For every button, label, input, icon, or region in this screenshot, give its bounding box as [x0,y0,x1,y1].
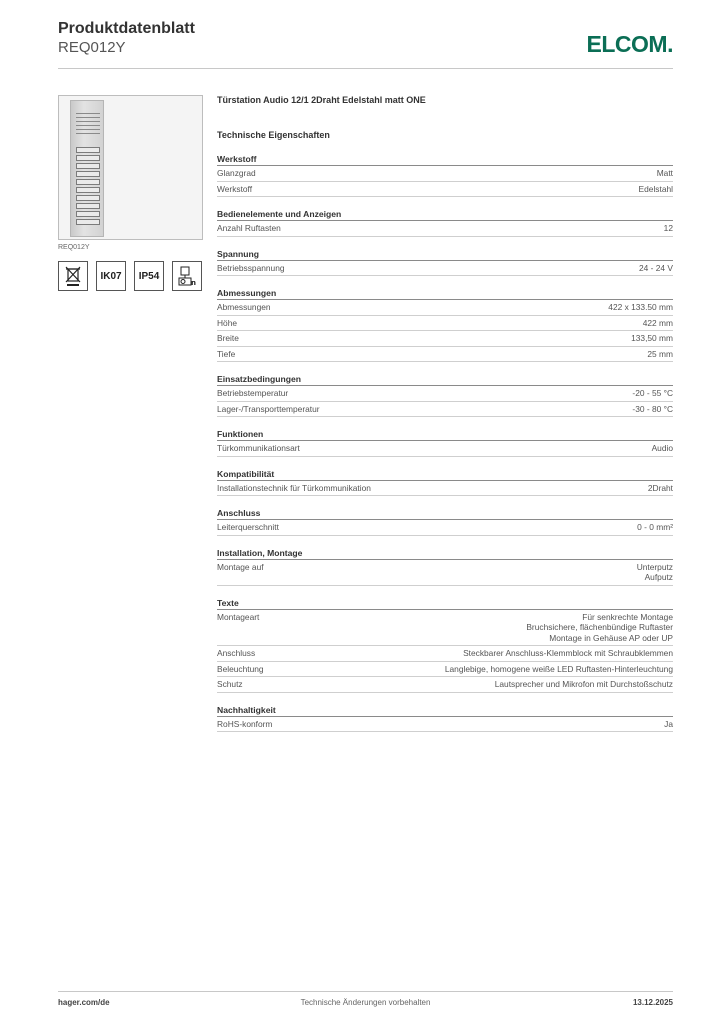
spec-row [217,402,673,418]
spec-label: Installationstechnik für Türkommunikation [217,482,371,493]
spec-row [217,221,673,237]
spec-row [217,717,673,733]
spec-label: Schutz [217,679,243,689]
spec-value-line: Bruchsichere, flächenbündige Ruftaster [526,622,673,632]
spec-value-line: Audio [651,443,673,453]
spec-group [217,705,673,733]
group-title: Kompatibilität [217,469,673,481]
spec-row [217,610,673,647]
spec-row [217,316,673,332]
document-header [58,20,673,70]
spec-row [217,481,673,497]
elcom-logo: ELCOM. [586,31,673,57]
spec-group [217,154,673,197]
spec-value-line: 2Draht [647,482,673,493]
spec-label: Höhe [217,317,238,328]
spec-value [631,333,673,344]
group-title: Werkstoff [217,154,673,166]
spec-value [639,184,673,195]
spec-group [217,508,673,536]
spec-label: Breite [217,333,239,343]
spec-group [217,598,673,693]
spec-value-line: 0 - 0 mm² [637,522,673,532]
spec-value [664,719,673,730]
spec-value-line: Matt [656,168,673,178]
group-title: Nachhaltigkeit [217,705,673,717]
spec-value [632,388,673,399]
spec-value [664,223,673,234]
spec-row [217,646,673,662]
spec-row [217,441,673,457]
specifications [217,95,673,732]
spec-label: Beleuchtung [217,663,264,674]
door-station-panel [70,100,104,237]
spec-label: Betriebstemperatur [217,388,289,398]
spec-row [217,560,673,586]
spec-row [217,331,673,347]
spec-value-line: Steckbarer Anschluss-Klemmblock mit Schraubklemmen [463,648,673,658]
spec-label: Glanzgrad [217,168,256,178]
spec-value [643,318,673,329]
group-title: Abmessungen [217,288,673,300]
spec-groups [217,154,673,732]
spec-value [639,263,673,274]
spec-value [526,612,673,644]
ip54-badge: IP54 [134,261,164,291]
footer-note: Technische Änderungen vorbehalten [300,998,431,1007]
spec-value-line: 12 [663,223,673,233]
spec-row [217,662,673,678]
spec-group [217,209,673,237]
spec-value-line: Montage in Gehäuse AP oder UP [549,632,673,643]
product-sidebar [58,95,203,291]
spec-value [637,522,673,533]
spec-row [217,182,673,198]
spec-row [217,261,673,277]
spec-label: Montageart [217,611,260,622]
spec-label: RoHS-konform [217,718,273,729]
spec-value [463,648,673,659]
product-image [58,95,203,240]
footer-divider [58,991,673,992]
installation-symbol-icon [172,261,202,291]
spec-value [632,404,673,415]
product-name: Türstation Audio 12/1 2Draht Edelstahl matt ONE [217,95,426,105]
footer-website[interactable]: hager.com/de [58,998,110,1007]
spec-value-line: -20 - 55 °C [632,388,673,398]
spec-label: Betriebsspannung [217,262,285,273]
spec-value [648,483,673,494]
spec-label: Anzahl Ruftasten [217,223,281,233]
spec-value-line: Langlebige, homogene weiße LED Ruftasten-Hinterleuchtung [444,663,673,674]
spec-label: Montage auf [217,561,264,572]
spec-group [217,374,673,417]
image-caption: REQ012Y [58,244,90,251]
spec-value-line: Edelstahl [638,183,673,194]
spec-row [217,520,673,536]
spec-group [217,249,673,277]
spec-group [217,469,673,497]
group-title: Texte [217,598,673,610]
spec-value [647,349,673,360]
group-title: Anschluss [217,508,673,520]
certification-icons [58,261,203,291]
spec-label: Abmessungen [217,302,271,312]
spec-row [217,386,673,402]
spec-label: Werkstoff [217,183,253,194]
header-divider [58,68,673,69]
spec-group [217,548,673,586]
spec-value-line: Für senkrechte Montage [582,611,673,622]
spec-row [217,300,673,316]
page-title: Produktdatenblatt [58,20,195,37]
spec-value-line: Aufputz [644,572,673,582]
spec-row [217,347,673,363]
group-title: Einsatzbedingungen [217,374,673,386]
spec-row [217,677,673,693]
spec-label: Leiterquerschnitt [217,522,279,532]
spec-value-line: 422 x 133.50 mm [608,302,673,312]
spec-label: Türkommunikationsart [217,443,300,453]
spec-value [652,443,673,454]
group-title: Installation, Montage [217,548,673,560]
spec-value-line: 133,50 mm [631,333,673,343]
spec-value-line: 24 - 24 V [639,262,673,273]
spec-row [217,166,673,182]
svg-text:n: n [191,279,196,287]
product-code: REQ012Y [58,39,126,56]
spec-label: Anschluss [217,648,256,658]
group-title: Bedienelemente und Anzeigen [217,209,673,221]
spec-value [495,679,673,690]
spec-value-line: Unterputz [636,561,673,572]
spec-group [217,429,673,457]
footer-date: 13.12.2025 [632,998,673,1007]
spec-value-line: 422 mm [642,317,673,328]
spec-value-line: Ja [664,718,673,729]
spec-value [608,302,673,313]
spec-value-line: 25 mm [647,348,673,359]
ik07-badge: IK07 [96,261,126,291]
spec-value [637,562,673,583]
spec-value [445,664,673,675]
spec-label: Tiefe [217,348,236,359]
group-title: Funktionen [217,429,673,441]
spec-group [217,288,673,362]
section-heading: Technische Eigenschaften [217,130,330,140]
group-title: Spannung [217,249,673,261]
spec-value-line: -30 - 80 °C [632,403,673,414]
weee-bin-icon [58,261,88,291]
spec-value-line: Lautsprecher und Mikrofon mit Durchstoßschutz [494,679,673,689]
spec-label: Lager-/Transporttemperatur [217,403,320,414]
spec-value [657,168,673,179]
